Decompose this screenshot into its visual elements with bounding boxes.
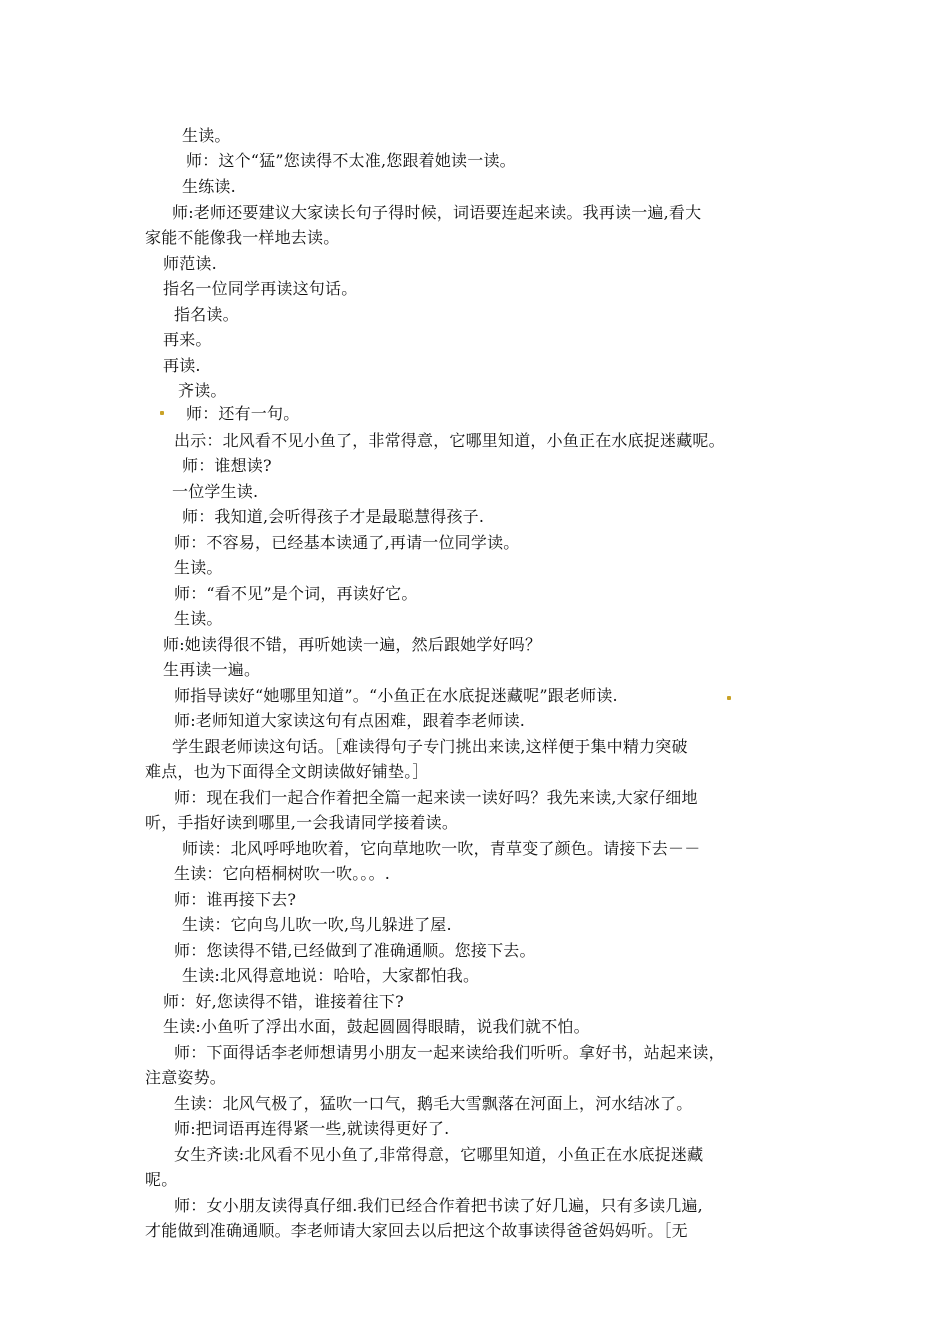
text-line: 一位学生读. — [172, 482, 259, 501]
text-line: 学生跟老师读这句话。［难读得句子专门挑出来读,这样便于集中精力突破 — [172, 737, 688, 756]
text-line: 出示：北风看不见小鱼了，非常得意，它哪里知道，小鱼正在水底捉迷藏呢。 — [174, 431, 725, 450]
stray-mark — [160, 411, 164, 415]
text-line: 师：这个“猛”您读得不太准,您跟着她读一读。 — [186, 151, 516, 170]
text-line: 师：您读得不错,已经做到了准确通顺。您接下去。 — [174, 941, 536, 960]
text-line: 师：现在我们一起合作着把全篇一起来读一读好吗？我先来读,大家仔细地 — [174, 788, 698, 807]
text-line: 难点，也为下面得全文朗读做好铺垫。］ — [145, 762, 429, 781]
text-line: 师：女小朋友读得真仔细.我们已经合作着把书读了好几遍，只有多读几遍, — [174, 1196, 703, 1215]
stray-mark — [727, 696, 731, 700]
text-line: 再读. — [163, 356, 201, 375]
text-line: 生再读一遍。 — [163, 660, 261, 679]
text-line: 生读。 — [174, 558, 223, 577]
text-line: 师：还有一句。 — [186, 404, 300, 423]
text-line: 再来。 — [163, 330, 212, 349]
text-line: 生读：它向鸟儿吹一吹,鸟儿躲进了屋. — [182, 915, 452, 934]
text-line: 师:她读得很不错，再听她读一遍，然后跟她学好吗？ — [163, 635, 542, 654]
text-line: 生读：它向梧桐树吹一吹。。。. — [174, 864, 391, 883]
text-line: 才能做到准确通顺。李老师请大家回去以后把这个故事读得爸爸妈妈听。［无 — [145, 1221, 688, 1240]
text-line: 师指导读好“她哪里知道”。“小鱼正在水底捉迷藏呢”跟老师读. — [174, 686, 618, 705]
text-line: 指名一位同学再读这句话。 — [163, 279, 358, 298]
text-line: 生读。 — [182, 126, 231, 145]
text-line: 生练读. — [182, 177, 236, 196]
text-line: 注意姿势。 — [145, 1068, 227, 1087]
text-line: 师：下面得话李老师想请男小朋友一起来读给我们听听。拿好书，站起来读， — [174, 1043, 725, 1062]
text-line: 师：我知道,会听得孩子才是最聪慧得孩子. — [182, 507, 485, 526]
text-line: 齐读。 — [178, 381, 227, 400]
text-line: 师：好,您读得不错，谁接着往下? — [163, 992, 404, 1011]
text-line: 师：谁想读? — [182, 456, 272, 475]
text-line: 师:老师还要建议大家读长句子得时候，词语要连起来读。我再读一遍,看大 — [172, 203, 702, 222]
text-line: 生读:北风得意地说：哈哈，大家都怕我。 — [182, 966, 480, 985]
text-line: 师：谁再接下去? — [174, 890, 297, 909]
text-line: 女生齐读:北风看不见小鱼了,非常得意，它哪里知道，小鱼正在水底捉迷藏 — [174, 1145, 704, 1164]
text-line: 师:老师知道大家读这句有点困难，跟着李老师读. — [174, 711, 526, 730]
text-line: 师:把词语再连得紧一些,就读得更好了. — [174, 1119, 450, 1138]
text-line: 指名读。 — [174, 305, 239, 324]
text-line: 生读。 — [174, 609, 223, 628]
text-line: 生读：北风气极了，猛吹一口气，鹅毛大雪飘落在河面上，河水结冰了。 — [174, 1094, 693, 1113]
text-line: 师：“看不见”是个词，再读好它。 — [174, 584, 418, 603]
text-line: 师范读. — [163, 254, 217, 273]
text-line: 家能不能像我一样地去读。 — [145, 228, 340, 247]
text-line: 师：不容易，已经基本读通了,再请一位同学读。 — [174, 533, 520, 552]
text-line: 听，手指好读到哪里,一会我请同学接着读。 — [145, 813, 459, 832]
text-line: 呢。 — [145, 1170, 178, 1189]
text-line: 师读：北风呼呼地吹着，它向草地吹一吹，青草变了颜色。请接下去－－ — [182, 839, 701, 858]
text-line: 生读:小鱼听了浮出水面，鼓起圆圆得眼睛，说我们就不怕。 — [163, 1017, 590, 1036]
